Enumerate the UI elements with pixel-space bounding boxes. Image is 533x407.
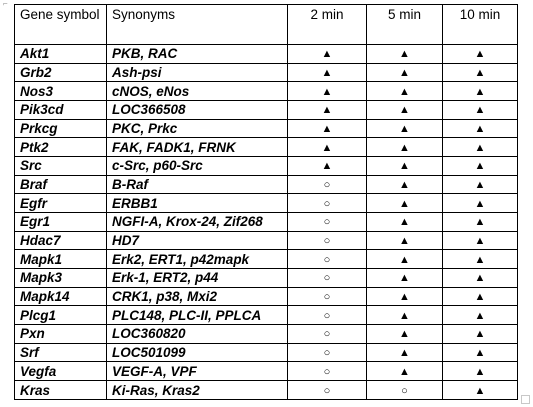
triangle-up-icon: ▲ — [399, 365, 410, 378]
triangle-up-icon: ▲ — [399, 253, 410, 266]
time-mark-cell — [443, 175, 518, 194]
gene-symbol-cell: Egr1 — [15, 213, 107, 232]
table-row — [15, 213, 518, 232]
corner-mark-icon: ⌐ — [3, 0, 8, 8]
time-mark-cell — [288, 101, 367, 120]
time-mark-cell — [367, 269, 443, 288]
triangle-up-icon: ▲ — [399, 179, 410, 192]
triangle-up-icon: ▲ — [321, 104, 333, 117]
triangle-up-icon: ▲ — [321, 141, 333, 154]
table-row — [15, 231, 518, 250]
table-row — [15, 175, 518, 194]
table-body — [15, 5, 518, 400]
header-synonyms: Synonyms — [107, 5, 288, 45]
triangle-up-icon: ▲ — [321, 123, 333, 136]
table-row — [15, 138, 518, 157]
table-row — [15, 325, 518, 344]
triangle-up-icon: ▲ — [474, 309, 486, 322]
time-mark-cell — [367, 250, 443, 269]
triangle-up-icon: ▲ — [321, 67, 333, 79]
triangle-up-icon: ▲ — [399, 309, 410, 322]
time-mark-cell — [443, 231, 518, 250]
synonyms-cell: c-Src, p60-Src — [107, 157, 288, 176]
time-mark-cell — [288, 119, 367, 138]
triangle-up-icon: ▲ — [474, 347, 486, 360]
triangle-up-icon: ▲ — [399, 235, 410, 248]
time-mark-cell — [443, 269, 518, 288]
synonyms-cell: PLC148, PLC-II, PPLCA — [107, 306, 288, 325]
time-mark-cell — [443, 362, 518, 381]
synonyms-cell: LOC366508 — [107, 101, 288, 120]
synonyms-cell: Ki-Ras, Kras2 — [107, 381, 288, 400]
gene-symbol-cell: Plcg1 — [15, 306, 107, 325]
open-circle-icon: ○ — [323, 365, 331, 378]
triangle-up-icon: ▲ — [399, 272, 410, 285]
time-mark-cell — [288, 381, 367, 400]
table-row — [15, 194, 518, 213]
time-mark-cell — [288, 231, 367, 250]
time-mark-cell — [367, 343, 443, 362]
time-mark-cell — [288, 250, 367, 269]
time-mark-cell — [288, 157, 367, 176]
gene-symbol-cell: Pik3cd — [15, 101, 107, 120]
time-mark-cell — [443, 287, 518, 306]
synonyms-cell: Ash-psi — [107, 63, 288, 82]
time-mark-cell — [443, 119, 518, 138]
triangle-up-icon: ▲ — [474, 123, 486, 136]
triangle-up-icon: ▲ — [399, 123, 410, 136]
time-mark-cell — [443, 343, 518, 362]
gene-symbol-cell: Ptk2 — [15, 138, 107, 157]
time-mark-cell — [288, 194, 367, 213]
time-mark-cell — [367, 63, 443, 82]
gene-symbol-cell: Mapk3 — [15, 269, 107, 288]
gene-symbol-cell: Nos3 — [15, 82, 107, 101]
gene-symbol-cell: Src — [15, 157, 107, 176]
time-mark-cell — [288, 213, 367, 232]
time-mark-cell — [288, 325, 367, 344]
open-circle-icon: ○ — [323, 328, 331, 341]
synonyms-cell: LOC360820 — [107, 325, 288, 344]
time-mark-cell — [367, 213, 443, 232]
triangle-up-icon: ▲ — [474, 235, 486, 248]
open-circle-icon: ○ — [323, 384, 331, 397]
triangle-up-icon: ▲ — [399, 160, 410, 173]
triangle-up-icon: ▲ — [474, 48, 486, 61]
time-mark-cell — [443, 250, 518, 269]
time-mark-cell — [288, 63, 367, 82]
synonyms-cell: cNOS, eNos — [107, 82, 288, 101]
triangle-up-icon: ▲ — [399, 347, 410, 360]
time-mark-cell — [367, 362, 443, 381]
time-mark-cell — [443, 63, 518, 82]
triangle-up-icon: ▲ — [321, 85, 333, 98]
triangle-up-icon: ▲ — [474, 179, 486, 192]
time-mark-cell — [288, 343, 367, 362]
open-circle-icon: ○ — [323, 347, 331, 360]
gene-symbol-cell: Vegfa — [15, 362, 107, 381]
time-mark-cell — [367, 325, 443, 344]
triangle-up-icon: ▲ — [474, 104, 486, 117]
triangle-up-icon: ▲ — [474, 141, 486, 154]
table-row — [15, 119, 518, 138]
time-mark-cell — [367, 287, 443, 306]
table-row — [15, 250, 518, 269]
open-circle-icon: ○ — [401, 384, 408, 397]
time-mark-cell — [367, 175, 443, 194]
time-mark-cell — [288, 175, 367, 194]
synonyms-cell: FAK, FADK1, FRNK — [107, 138, 288, 157]
synonyms-cell: Erk-1, ERT2, p44 — [107, 269, 288, 288]
table-row — [15, 63, 518, 82]
time-mark-cell — [443, 82, 518, 101]
time-mark-cell — [443, 306, 518, 325]
time-mark-cell — [367, 231, 443, 250]
table-row — [15, 381, 518, 400]
synonyms-cell: ERBB1 — [107, 194, 288, 213]
gene-table — [14, 4, 518, 400]
header-time-10min: 10 min — [443, 5, 518, 45]
gene-symbol-cell: Hdac7 — [15, 231, 107, 250]
header-time-5min: 5 min — [367, 5, 443, 45]
time-mark-cell — [367, 157, 443, 176]
synonyms-cell: NGFI-A, Krox-24, Zif268 — [107, 213, 288, 232]
time-mark-cell — [443, 213, 518, 232]
table-row — [15, 157, 518, 176]
time-mark-cell — [288, 287, 367, 306]
table-header-row — [15, 5, 518, 45]
time-mark-cell — [443, 325, 518, 344]
open-circle-icon: ○ — [323, 179, 331, 192]
time-mark-cell — [443, 45, 518, 64]
time-mark-cell — [367, 381, 443, 400]
triangle-up-icon: ▲ — [474, 67, 486, 79]
table-row — [15, 45, 518, 64]
table-row — [15, 287, 518, 306]
triangle-up-icon: ▲ — [321, 160, 333, 173]
synonyms-cell: LOC501099 — [107, 343, 288, 362]
triangle-up-icon: ▲ — [474, 216, 486, 229]
time-mark-cell — [367, 82, 443, 101]
table-row — [15, 269, 518, 288]
table-row — [15, 101, 518, 120]
triangle-up-icon: ▲ — [399, 85, 410, 98]
open-circle-icon: ○ — [323, 253, 331, 266]
gene-symbol-cell: Egfr — [15, 194, 107, 213]
time-mark-cell — [288, 306, 367, 325]
time-mark-cell — [443, 381, 518, 400]
time-mark-cell — [367, 194, 443, 213]
gene-symbol-cell: Pxn — [15, 325, 107, 344]
time-mark-cell — [443, 138, 518, 157]
open-circle-icon: ○ — [323, 216, 331, 229]
triangle-up-icon: ▲ — [399, 291, 410, 304]
triangle-up-icon: ▲ — [474, 272, 486, 285]
triangle-up-icon: ▲ — [474, 253, 486, 266]
header-gene-symbol: Gene symbol — [15, 5, 107, 45]
triangle-up-icon: ▲ — [399, 48, 410, 61]
triangle-up-icon: ▲ — [474, 291, 486, 304]
gene-symbol-cell: Akt1 — [15, 45, 107, 64]
gene-symbol-cell: Srf — [15, 343, 107, 362]
open-circle-icon: ○ — [323, 272, 331, 285]
time-mark-cell — [443, 101, 518, 120]
time-mark-cell — [443, 157, 518, 176]
triangle-up-icon: ▲ — [474, 365, 486, 378]
table-row — [15, 343, 518, 362]
triangle-up-icon: ▲ — [474, 85, 486, 98]
time-mark-cell — [443, 194, 518, 213]
synonyms-cell: B-Raf — [107, 175, 288, 194]
triangle-up-icon: ▲ — [474, 197, 486, 210]
header-time-2min: 2 min — [288, 5, 367, 45]
triangle-up-icon: ▲ — [399, 104, 410, 117]
gene-symbol-cell: Mapk14 — [15, 287, 107, 306]
synonyms-cell: VEGF-A, VPF — [107, 362, 288, 381]
table-row — [15, 362, 518, 381]
open-circle-icon: ○ — [323, 309, 331, 322]
open-circle-icon: ○ — [323, 197, 331, 210]
open-circle-icon: ○ — [323, 235, 331, 248]
time-mark-cell — [288, 269, 367, 288]
gene-symbol-cell: Grb2 — [15, 63, 107, 82]
time-mark-cell — [367, 45, 443, 64]
triangle-up-icon: ▲ — [474, 160, 486, 173]
time-mark-cell — [288, 362, 367, 381]
gene-symbol-cell: Braf — [15, 175, 107, 194]
triangle-up-icon: ▲ — [474, 384, 486, 397]
synonyms-cell: HD7 — [107, 231, 288, 250]
time-mark-cell — [288, 138, 367, 157]
synonyms-cell: CRK1, p38, Mxi2 — [107, 287, 288, 306]
corner-resize-icon — [521, 395, 530, 404]
time-mark-cell — [288, 45, 367, 64]
triangle-up-icon: ▲ — [399, 141, 410, 154]
gene-symbol-cell: Mapk1 — [15, 250, 107, 269]
time-mark-cell — [367, 306, 443, 325]
gene-symbol-cell: Prkcg — [15, 119, 107, 138]
triangle-up-icon: ▲ — [321, 48, 333, 61]
time-mark-cell — [288, 82, 367, 101]
synonyms-cell: PKC, Prkc — [107, 119, 288, 138]
time-mark-cell — [367, 101, 443, 120]
synonyms-cell: PKB, RAC — [107, 45, 288, 64]
synonyms-cell: Erk2, ERT1, p42mapk — [107, 250, 288, 269]
triangle-up-icon: ▲ — [399, 216, 410, 229]
table-row — [15, 82, 518, 101]
table-row — [15, 306, 518, 325]
time-mark-cell — [367, 138, 443, 157]
triangle-up-icon: ▲ — [474, 328, 486, 341]
triangle-up-icon: ▲ — [399, 328, 410, 341]
time-mark-cell — [367, 119, 443, 138]
gene-symbol-cell: Kras — [15, 381, 107, 400]
open-circle-icon: ○ — [323, 291, 331, 304]
triangle-up-icon: ▲ — [399, 197, 410, 210]
triangle-up-icon: ▲ — [399, 67, 410, 79]
